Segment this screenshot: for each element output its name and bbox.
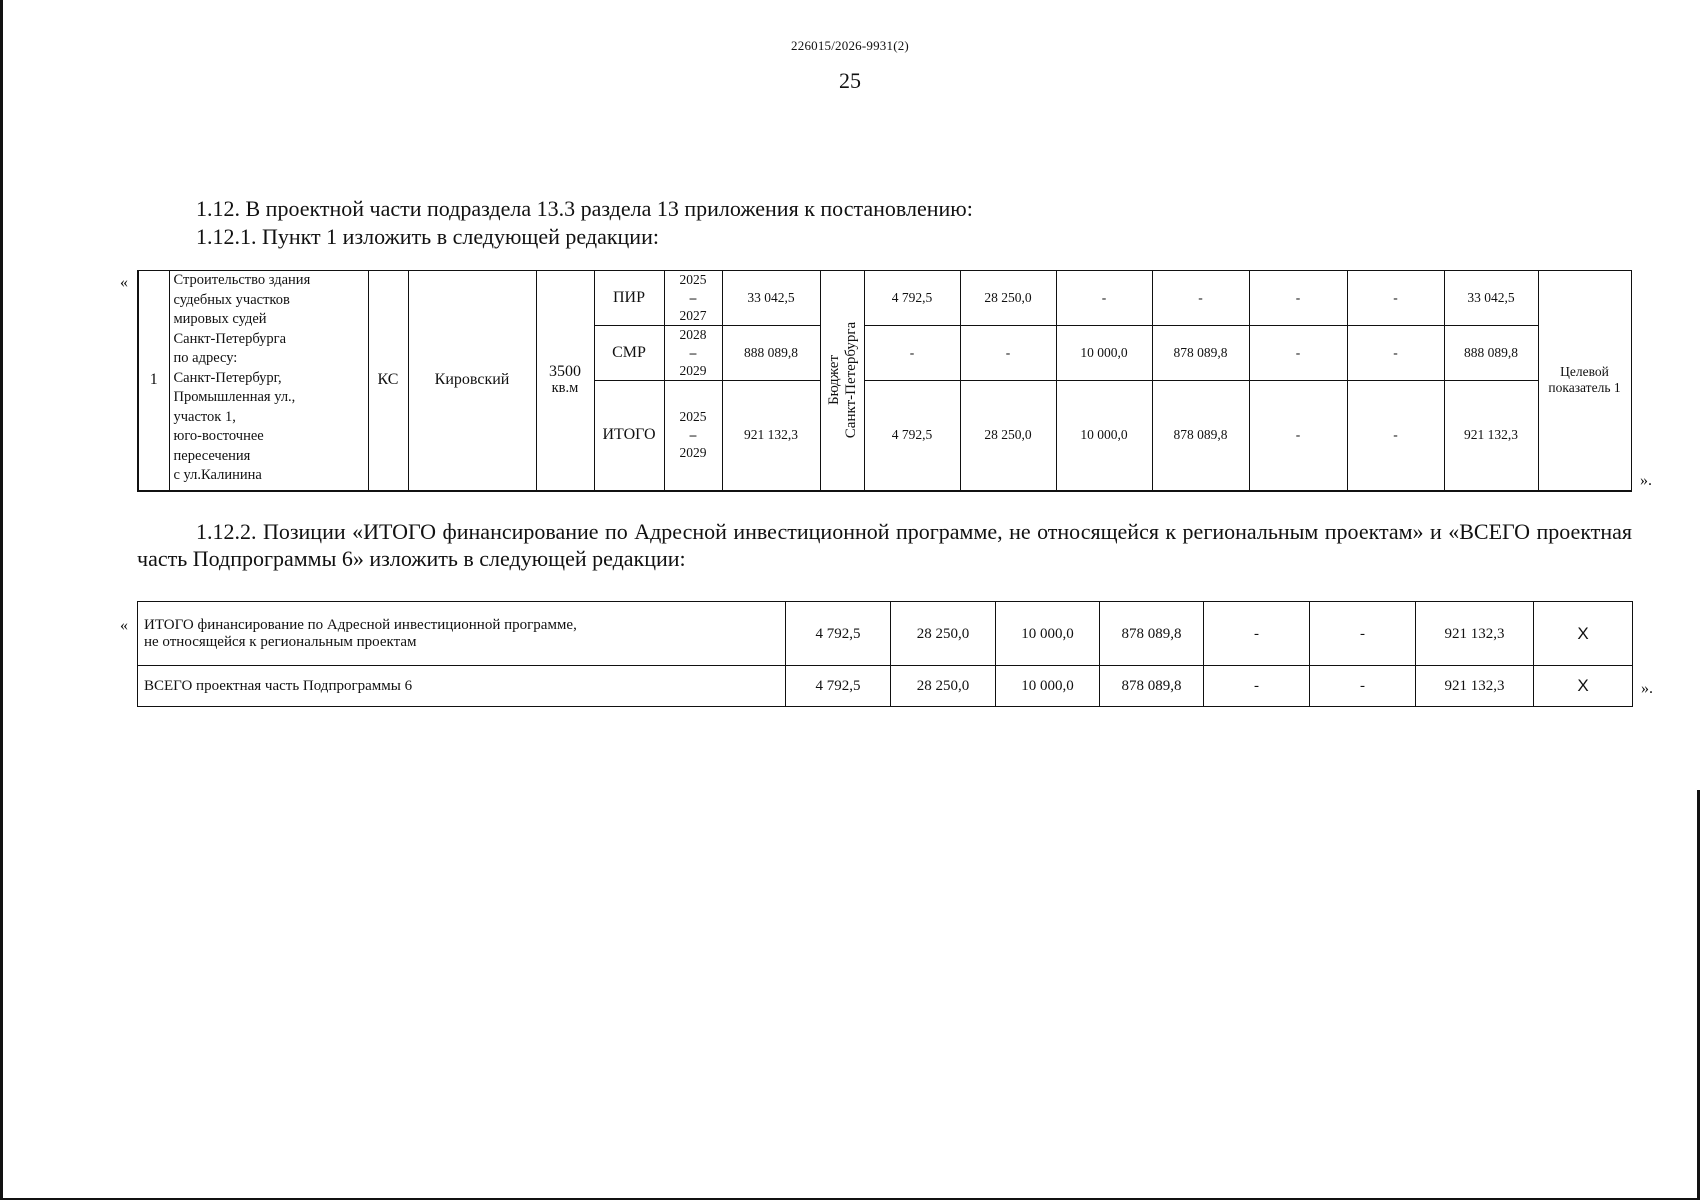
- summary-label: [138, 602, 786, 666]
- sum-pir: 33 042,5: [1444, 271, 1538, 326]
- funding-source-line: Санкт-Петербурга: [842, 322, 859, 439]
- summary-label-line: ВСЕГО проектная часть Подпрограммы 6: [144, 677, 413, 694]
- value-cell: -: [1152, 271, 1249, 326]
- summary-label-line: ИТОГО финансирование по Адресной инвестиционной программе,: [144, 616, 577, 633]
- x-mark: Х: [1534, 602, 1633, 666]
- object-name-line: Строительство здания: [173, 272, 311, 288]
- value-cell: -: [1249, 326, 1347, 381]
- object-name-line: участок 1,: [173, 408, 236, 425]
- value-cell: 4 792,5: [786, 666, 891, 707]
- value-cell: 878 089,8: [1152, 326, 1249, 381]
- summary-label-line: не относящейся к региональным проектам: [144, 633, 417, 650]
- table-row-pir: [138, 271, 1631, 326]
- value-cell: -: [1310, 666, 1416, 707]
- year-dash: –: [689, 345, 697, 360]
- value-cell: -: [1056, 271, 1152, 326]
- close-quote-1: ».: [1640, 472, 1652, 489]
- value-cell: 921 132,3: [1416, 666, 1534, 707]
- total-pir: 33 042,5: [722, 271, 820, 326]
- object-name-line: судебных участков: [173, 291, 290, 308]
- value-cell: 10 000,0: [1056, 326, 1152, 381]
- open-quote-1: «: [120, 274, 128, 291]
- year-to: 2029: [679, 445, 707, 461]
- object-name-line: по адресу:: [173, 350, 238, 366]
- object-name-line: с ул.Калинина: [173, 467, 262, 483]
- summary-row-vsego: [138, 666, 1633, 707]
- sum-total: 921 132,3: [1444, 381, 1538, 491]
- value-cell: -: [960, 326, 1056, 381]
- x-mark: Х: [1534, 666, 1633, 707]
- row-index: 1: [138, 271, 169, 491]
- year-to: 2027: [679, 308, 707, 323]
- object-name-line: Санкт-Петербурга: [173, 330, 287, 347]
- year-from: 2025: [679, 272, 707, 287]
- year-from: 2028: [679, 327, 707, 342]
- open-quote-2: «: [120, 617, 128, 634]
- funding-source-line: Бюджет: [825, 355, 842, 406]
- object-name-line: Санкт-Петербург,: [173, 369, 282, 386]
- target-indicator-line: Целевой: [1560, 364, 1609, 380]
- project-table: [137, 270, 1632, 492]
- target-indicator-line: показатель 1: [1548, 380, 1621, 396]
- object-type: КС: [368, 271, 408, 491]
- scan-border-left: [0, 0, 3, 1200]
- capacity-unit: кв.м: [551, 380, 579, 397]
- object-name-line: пересечения: [173, 447, 251, 464]
- value-cell: 4 792,5: [864, 271, 960, 326]
- value-cell: -: [1249, 271, 1347, 326]
- sum-smr: 888 089,8: [1444, 326, 1538, 381]
- object-name-line: Промышленная ул.,: [173, 389, 296, 405]
- object-name-line: мировых судей: [173, 311, 267, 327]
- value-cell: 28 250,0: [891, 602, 996, 666]
- district: Кировский: [408, 271, 536, 491]
- page-number: 25: [839, 68, 861, 93]
- capacity-value: 3500: [549, 363, 581, 381]
- paragraph-1-12: 1.12. В проектной части подраздела 13.3 раздела 13 приложения к постановлению:: [196, 196, 973, 221]
- year-from: 2025: [679, 409, 707, 425]
- year-to: 2029: [679, 363, 707, 378]
- value-cell: 878 089,8: [1100, 602, 1204, 666]
- value-cell: -: [1347, 271, 1444, 326]
- object-name-line: юго-восточнее: [173, 428, 264, 444]
- capacity: [536, 271, 594, 491]
- year-dash: –: [689, 427, 697, 443]
- value-cell: -: [1347, 326, 1444, 381]
- value-cell: 10 000,0: [996, 666, 1100, 707]
- value-cell: -: [1310, 602, 1416, 666]
- value-cell: 878 089,8: [1100, 666, 1204, 707]
- paragraph-1-12-2: 1.12.2. Позиции «ИТОГО финансирование по Адресной инвестиционной программе, не относящейся к региональным проектам» и «ВСЕГО проектная часть Подпрограммы 6» изложить в следующей редакции:: [137, 519, 1632, 571]
- years-smr: [664, 326, 722, 381]
- document-id: 226015/2026-9931(2): [791, 38, 909, 53]
- year-dash: –: [689, 290, 697, 305]
- stage-pir: ПИР: [594, 271, 664, 326]
- funding-source: [820, 271, 864, 491]
- value-cell: 4 792,5: [786, 602, 891, 666]
- value-cell: 28 250,0: [960, 271, 1056, 326]
- summary-row-itogo: [138, 602, 1633, 666]
- value-cell: -: [1347, 381, 1444, 491]
- close-quote-2: ».: [1641, 680, 1653, 697]
- summary-label: [138, 666, 786, 707]
- object-name: [169, 271, 368, 491]
- total-smr: 888 089,8: [722, 326, 820, 381]
- value-cell: 28 250,0: [960, 381, 1056, 491]
- years-total: [664, 381, 722, 491]
- years-pir: [664, 271, 722, 326]
- target-indicator: [1538, 271, 1631, 491]
- value-cell: 28 250,0: [891, 666, 996, 707]
- stage-smr: СМР: [594, 326, 664, 381]
- value-cell: -: [1204, 602, 1310, 666]
- value-cell: 4 792,5: [864, 381, 960, 491]
- value-cell: -: [1204, 666, 1310, 707]
- stage-total: ИТОГО: [594, 381, 664, 491]
- value-cell: 921 132,3: [1416, 602, 1534, 666]
- total-sum: 921 132,3: [722, 381, 820, 491]
- value-cell: 10 000,0: [996, 602, 1100, 666]
- value-cell: -: [864, 326, 960, 381]
- value-cell: -: [1249, 381, 1347, 491]
- paragraph-1-12-1: 1.12.1. Пункт 1 изложить в следующей редакции:: [196, 224, 659, 249]
- value-cell: 10 000,0: [1056, 381, 1152, 491]
- summary-table: [137, 601, 1633, 707]
- value-cell: 878 089,8: [1152, 381, 1249, 491]
